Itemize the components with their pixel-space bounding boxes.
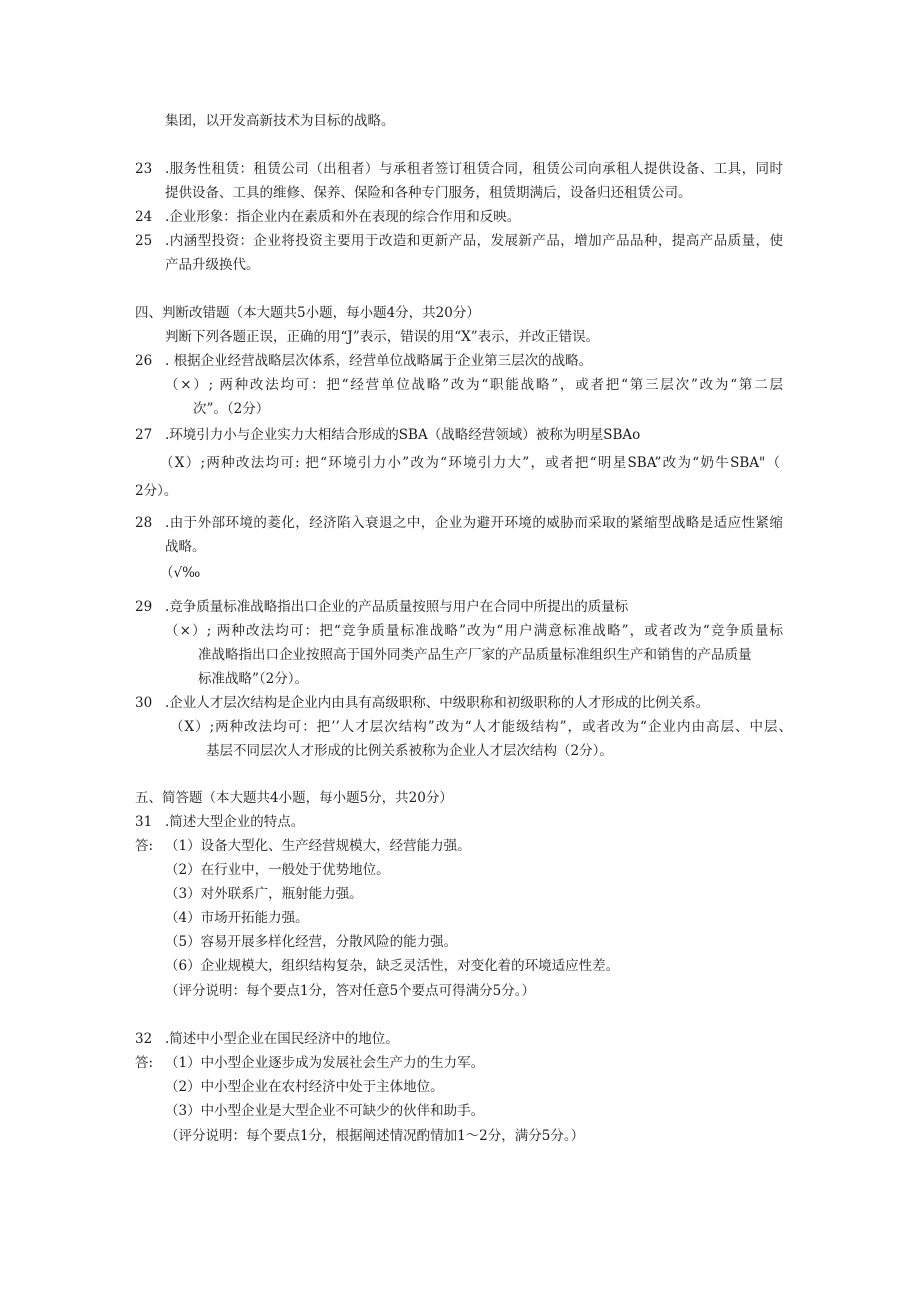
item-number: 26 <box>135 353 153 369</box>
text-line: .企业形象：指企业内在素质和外在表现的综合作用和反映。 <box>165 209 521 225</box>
text-line: （3）中小型企业是大型企业不可缺少的伙伴和助手。 <box>165 1103 485 1119</box>
text-line: .由于外部环境的菱化，经济陷入衰退之中，企业为避开环境的威胁而采取的紧缩型战略是适应性紧缩 <box>165 515 783 531</box>
text-line: 四、判断改错题（本大题共5小题，每小题4分，共20分） <box>135 305 480 321</box>
text-line: 集团，以开发高新技术为目标的战略。 <box>165 113 395 129</box>
text-line: （X）;两种改法均可：把’’人才层次结构”改为“人才能级结构”，或者改为“企业内由高层、中层、 <box>170 719 792 735</box>
item-number: 30 <box>135 695 153 711</box>
text-line: （2）中小型企业在农村经济中处于主体地位。 <box>165 1079 444 1095</box>
item-number: 27 <box>135 427 153 443</box>
text-line: .简述大型企业的特点。 <box>165 814 305 830</box>
text-line: .内涵型投资：企业将投资主要用于改造和更新产品，发展新产品，增加产品品种，提高产品质量，使 <box>165 233 783 249</box>
text-line: .企业人才层次结构是企业内由具有高级职称、中级职称和初级职称的人才形成的比例关系。 <box>165 695 710 711</box>
text-line: .服务性租赁：租赁公司（出租者）与承租者签订租赁合同，租赁公司向承租人提供设备、工具，同时 <box>165 161 783 177</box>
text-line: （2）在行业中，一般处于优势地位。 <box>165 862 390 878</box>
text-line: 2分）。 <box>135 483 178 499</box>
text-line: . 根据企业经营战略层次体系，经营单位战略属于企业第三层次的战略。 <box>165 353 593 369</box>
text-line: 五、简答题（本大题共4小题，每小题5分，共20分） <box>135 790 453 806</box>
text-line: 提供设备、工具的维修、保养、保险和各种专门服务，租赁期满后，设备归还租赁公司。 <box>165 185 692 201</box>
text-line: 战略。 <box>165 539 206 555</box>
text-line: （√‰ <box>160 565 201 581</box>
text-line: 基层不同层次人才形成的比例关系被称为企业人才层次结构（2分）。 <box>206 743 613 759</box>
text-line: （6）企业规模大，组织结构复杂，缺乏灵活性，对变化着的环境适应性差。 <box>165 958 620 974</box>
item-number: 28 <box>135 515 153 531</box>
item-number: 29 <box>135 599 153 615</box>
text-line: （1）设备大型化、生产经营规模大，经营能力强。 <box>165 838 471 854</box>
text-line: （3）对外联系广，瓶射能力强。 <box>165 886 363 902</box>
item-number: 25 <box>135 233 153 249</box>
text-line: （×）; 两种改法均可：把“竞争质量标准战略”改为“用户满意标准战略”，或者改为“竞争质量标 <box>165 623 783 639</box>
item-number: 24 <box>135 209 153 225</box>
text-line: （评分说明：每个要点1分，根据阐述情况酌情加1～2分，满分5分。） <box>165 1128 585 1144</box>
text-line: .简述中小型企业在国民经济中的地位。 <box>165 1031 399 1047</box>
item-number: 31 <box>135 814 153 830</box>
text-line: 产品升级换代。 <box>165 257 260 273</box>
text-line: 标准战略”（2分）。 <box>198 671 308 687</box>
text-line: （X）;两种改法均可: 把“环境引力小”改为“环境引力大”，或者把“明星SBA”改为“奶牛SBA"（ <box>160 455 780 471</box>
item-number: 答: <box>135 1055 154 1071</box>
item-number: 答: <box>135 838 154 854</box>
text-line: 次”。（2分） <box>193 401 270 417</box>
text-line: （评分说明：每个要点1分，答对任意5个要点可得满分5分。） <box>165 983 536 999</box>
item-number: 23 <box>135 161 153 177</box>
text-line: 准战略指出口企业按照高于国外同类产品生产厂家的产品质量标准组织生产和销售的产品质量 <box>198 647 752 663</box>
text-line: （4）市场开拓能力强。 <box>165 910 309 926</box>
text-line: （×）; 两种改法均可：把“经营单位战略”改为“职能战略”，或者把“第三层次”改为“第二层 <box>165 377 783 393</box>
text-line: （1）中小型企业逐步成为发展社会生产力的生力军。 <box>165 1055 485 1071</box>
text-line: .竞争质量标准战略指出口企业的产品质量按照与用户在合同中所提出的质量标 <box>165 599 629 615</box>
text-line: 判断下列各题正误，正确的用“J”表示，错误的用“X”表示，并改正错误。 <box>165 329 600 345</box>
text-line: .环境引力小与企业实力大相结合形成的SBA（战略经营领域）被称为明星SBAo <box>165 427 641 443</box>
item-number: 32 <box>135 1031 153 1047</box>
text-line: （5）容易开展多样化经营，分散风险的能力强。 <box>165 934 458 950</box>
